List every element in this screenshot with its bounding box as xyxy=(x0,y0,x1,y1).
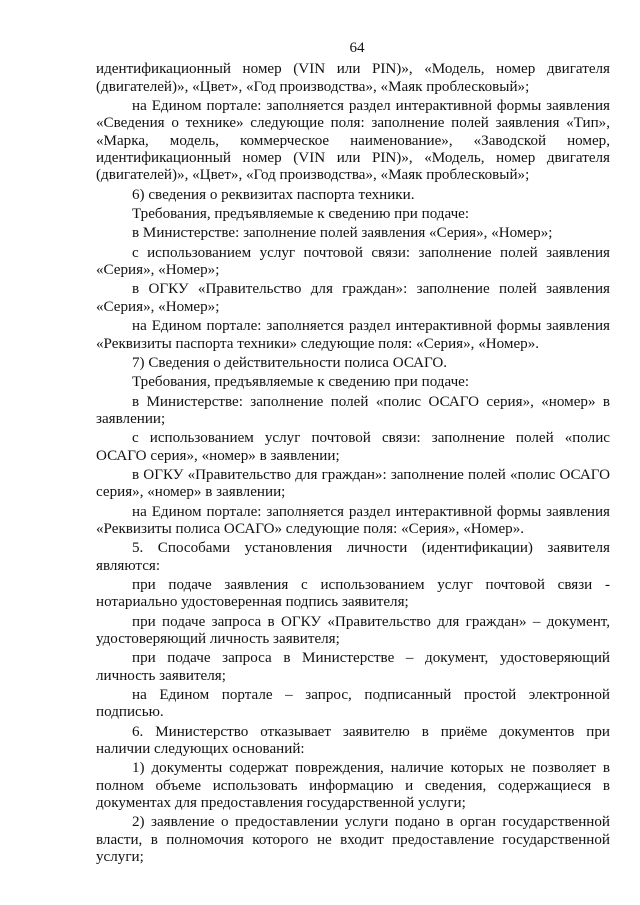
paragraph: в Министерстве: заполнение полей заявления «Серия», «Номер»; xyxy=(132,225,553,242)
paragraph: с использованием услуг почтовой связи: заполнение полей «полис ОСАГО серия», «номер» в заявлении; xyxy=(96,430,610,464)
paragraph: 6. Министерство отказывает заявителю в приёме документов при наличии следующих оснований: xyxy=(96,723,610,758)
paragraph: с использованием услуг почтовой связи: заполнение полей заявления «Серия», «Номер»; xyxy=(96,244,610,279)
paragraph: 2) заявление о предоставлении услуги подано в орган государственной власти, в полномочия которого не входит предоставление государственной услуги; xyxy=(96,814,610,866)
paragraph: на Едином портале: заполняется раздел интерактивной формы заявления «Реквизиты полиса ОСАГО» следующие поля: «Серия», «Номер». xyxy=(96,503,610,537)
paragraph: 1) документы содержат повреждения, наличие которых не позволяет в полном объеме использовать информацию и сведения, содержащиеся в документах для предоставления государственной услуги; xyxy=(96,760,610,812)
paragraph: в ОГКУ «Правительство для граждан»: заполнение полей заявления «Серия», «Номер»; xyxy=(96,281,610,315)
paragraph: Требования, предъявляемые к сведению при подаче: xyxy=(132,206,470,223)
paragraph: при подаче запроса в Министерстве – документ, удостоверяющий личность заявителя; xyxy=(96,650,610,684)
paragraph: в ОГКУ «Правительство для граждан»: заполнение полей «полис ОСАГО серия», «номер» в заявлении; xyxy=(96,466,610,501)
paragraph: при подаче запроса в ОГКУ «Правительство для граждан» – документ, удостоверяющий личность заявителя; xyxy=(96,613,610,647)
paragraph: на Едином портале: заполняется раздел интерактивной формы заявления «Сведения о технике» следующие поля: заполнение полей заявления «Тип», «Марка, модель, коммерческое наименование», «Заводской номер, идентификационный номер (VIN или PIN)», «Модель, номер двигателя (двигателей)», «Цвет», «Год производства», «Маяк проблесковый»; xyxy=(96,98,610,184)
paragraph: 6) сведения о реквизитах паспорта техники. xyxy=(132,186,415,203)
page-number: 64 xyxy=(349,40,365,56)
paragraph: на Едином портале: заполняется раздел интерактивной формы заявления «Реквизиты паспорта техники» следующие поля: «Серия», «Номер». xyxy=(96,318,610,352)
paragraph: на Едином портале – запрос, подписанный простой электронной подписью. xyxy=(96,687,610,721)
paragraph: Требования, предъявляемые к сведению при подаче: xyxy=(132,374,470,391)
paragraph: в Министерстве: заполнение полей «полис ОСАГО серия», «номер» в заявлении; xyxy=(96,393,610,427)
paragraph: 7) Сведения о действительности полиса ОСАГО. xyxy=(132,354,448,371)
paragraph: 5. Способами установления личности (идентификации) заявителя являются: xyxy=(96,540,610,574)
paragraph: при подаче заявления с использованием услуг почтовой связи - нотариально удостоверенная подпись заявителя; xyxy=(96,576,610,611)
paragraph: идентификационный номер (VIN или PIN)», «Модель, номер двигателя (двигателей)», «Цвет», «Год производства», «Маяк проблесковый»; xyxy=(96,61,610,95)
